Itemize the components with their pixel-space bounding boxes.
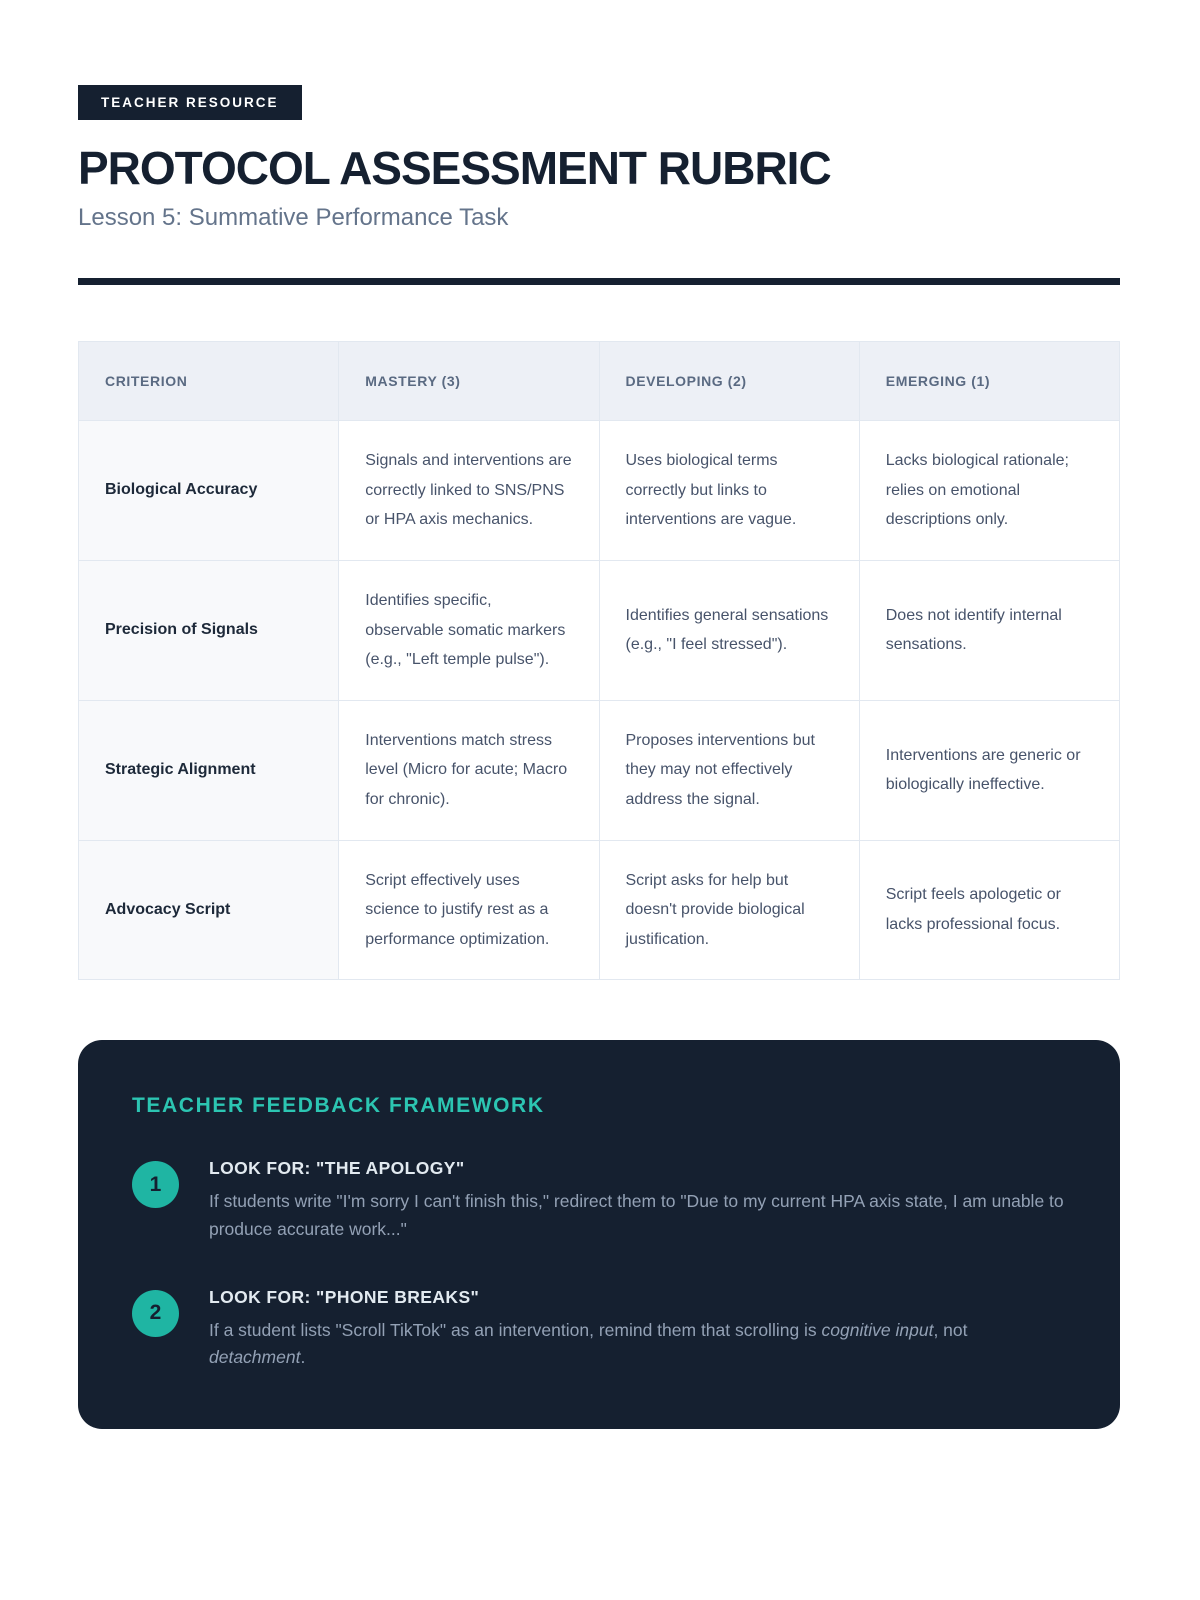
body-text: , not xyxy=(933,1319,968,1340)
criterion-cell: Precision of Signals xyxy=(79,561,339,701)
feedback-item xyxy=(132,1287,1064,1371)
feedback-item-title: LOOK FOR: "THE APOLOGY" xyxy=(209,1158,465,1179)
teacher-resource-badge: TEACHER RESOURCE xyxy=(78,85,302,120)
rubric-cell: Proposes interventions but they may not effectively address the signal. xyxy=(599,700,859,840)
rubric-cell: Script feels apologetic or lacks professional focus. xyxy=(859,840,1119,980)
rubric-table-head xyxy=(79,342,1120,421)
body-italic-text: detachment xyxy=(209,1346,301,1367)
rubric-cell: Identifies specific, observable somatic markers (e.g., "Left temple pulse"). xyxy=(339,561,599,701)
feedback-item xyxy=(132,1158,1064,1242)
criterion-cell: Advocacy Script xyxy=(79,840,339,980)
rubric-table-body xyxy=(79,421,1120,980)
criterion-cell: Strategic Alignment xyxy=(79,700,339,840)
feedback-panel xyxy=(78,1040,1120,1429)
table-row xyxy=(79,421,1120,561)
rubric-cell: Signals and interventions are correctly linked to SNS/PNS or HPA axis mechanics. xyxy=(339,421,599,561)
column-header-criterion: CRITERION xyxy=(79,342,339,421)
page-title: PROTOCOL ASSESSMENT RUBRIC xyxy=(78,142,831,194)
body-text: If a student lists "Scroll TikTok" as an intervention, remind them that scrolling is xyxy=(209,1319,822,1340)
rubric-cell: Lacks biological rationale; relies on emotional descriptions only. xyxy=(859,421,1119,561)
rubric-cell: Script asks for help but doesn't provide biological justification. xyxy=(599,840,859,980)
feedback-heading: TEACHER FEEDBACK FRAMEWORK xyxy=(132,1094,545,1118)
column-header-mastery: MASTERY (3) xyxy=(339,342,599,421)
rubric-cell: Interventions match stress level (Micro for acute; Macro for chronic). xyxy=(339,700,599,840)
page-header xyxy=(78,85,1120,285)
table-row xyxy=(79,840,1120,980)
body-text: . xyxy=(300,1346,306,1367)
step-1-number-badge: 1 xyxy=(132,1161,179,1208)
criterion-cell: Biological Accuracy xyxy=(79,421,339,561)
rubric-cell: Does not identify internal sensations. xyxy=(859,561,1119,701)
page-subtitle: Lesson 5: Summative Performance Task xyxy=(78,204,509,232)
rubric-cell: Uses biological terms correctly but links to interventions are vague. xyxy=(599,421,859,561)
rubric-table xyxy=(78,341,1120,980)
rubric-cell: Script effectively uses science to justify rest as a performance optimization. xyxy=(339,840,599,980)
feedback-item-content xyxy=(209,1158,1064,1242)
feedback-item-content xyxy=(209,1287,1064,1371)
feedback-item-title: LOOK FOR: "PHONE BREAKS" xyxy=(209,1286,480,1307)
table-row xyxy=(79,700,1120,840)
table-row xyxy=(79,561,1120,701)
feedback-item-body xyxy=(209,1317,1064,1371)
feedback-item-body: If students write "I'm sorry I can't finish this," redirect them to "Due to my current HPA axis state, I am unable to produce accurate work..." xyxy=(209,1191,1064,1239)
step-2-number-badge: 2 xyxy=(132,1290,179,1337)
body-italic-text: cognitive input xyxy=(821,1319,934,1340)
header-row xyxy=(79,342,1120,421)
column-header-developing: DEVELOPING (2) xyxy=(599,342,859,421)
header-divider xyxy=(78,278,1120,285)
rubric-cell: Identifies general sensations (e.g., "I feel stressed"). xyxy=(599,561,859,701)
rubric-cell: Interventions are generic or biologically ineffective. xyxy=(859,700,1119,840)
column-header-emerging: EMERGING (1) xyxy=(859,342,1119,421)
